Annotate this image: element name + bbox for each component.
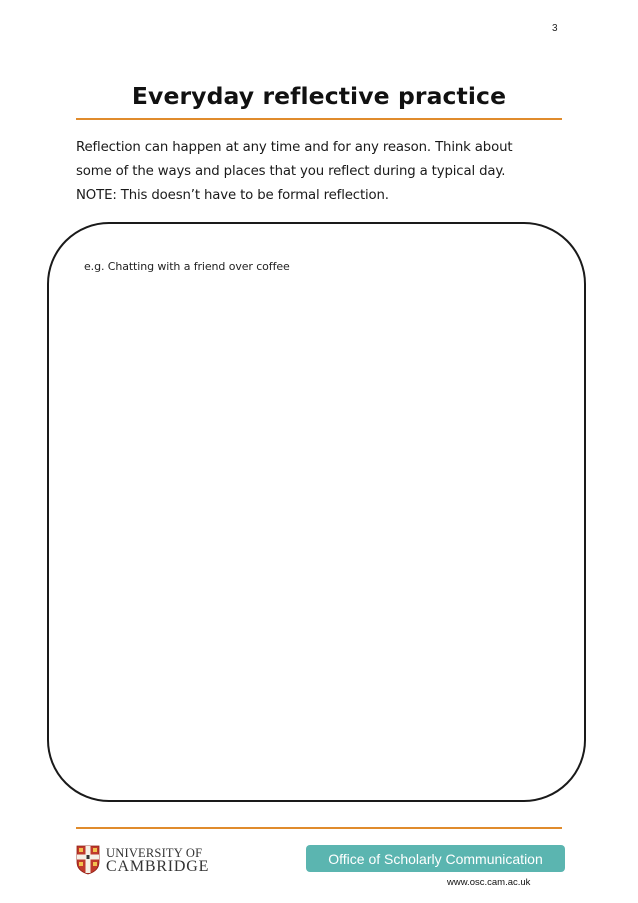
response-box[interactable] bbox=[47, 222, 586, 802]
intro-line-2: some of the ways and places that you reflect during a typical day. bbox=[76, 164, 506, 179]
title-divider bbox=[76, 118, 562, 120]
page-number: 3 bbox=[552, 23, 558, 34]
office-badge: Office of Scholarly Communication bbox=[306, 845, 565, 872]
page-title: Everyday reflective practice bbox=[131, 82, 507, 110]
cambridge-crest-icon bbox=[76, 845, 100, 875]
logo-line-1: UNIVERSITY OF bbox=[106, 846, 203, 860]
footer-url[interactable]: www.osc.cam.ac.uk bbox=[447, 877, 531, 888]
example-prompt: e.g. Chatting with a friend over coffee bbox=[84, 260, 290, 273]
intro-line-1: Reflection can happen at any time and for any reason. Think about bbox=[76, 140, 513, 155]
intro-text bbox=[76, 136, 562, 208]
footer-divider bbox=[76, 827, 562, 829]
intro-line-3: NOTE: This doesn’t have to be formal reflection. bbox=[76, 188, 389, 203]
logo-wordmark bbox=[106, 846, 209, 874]
university-logo bbox=[76, 845, 209, 875]
logo-line-2: CAMBRIDGE bbox=[106, 858, 210, 875]
